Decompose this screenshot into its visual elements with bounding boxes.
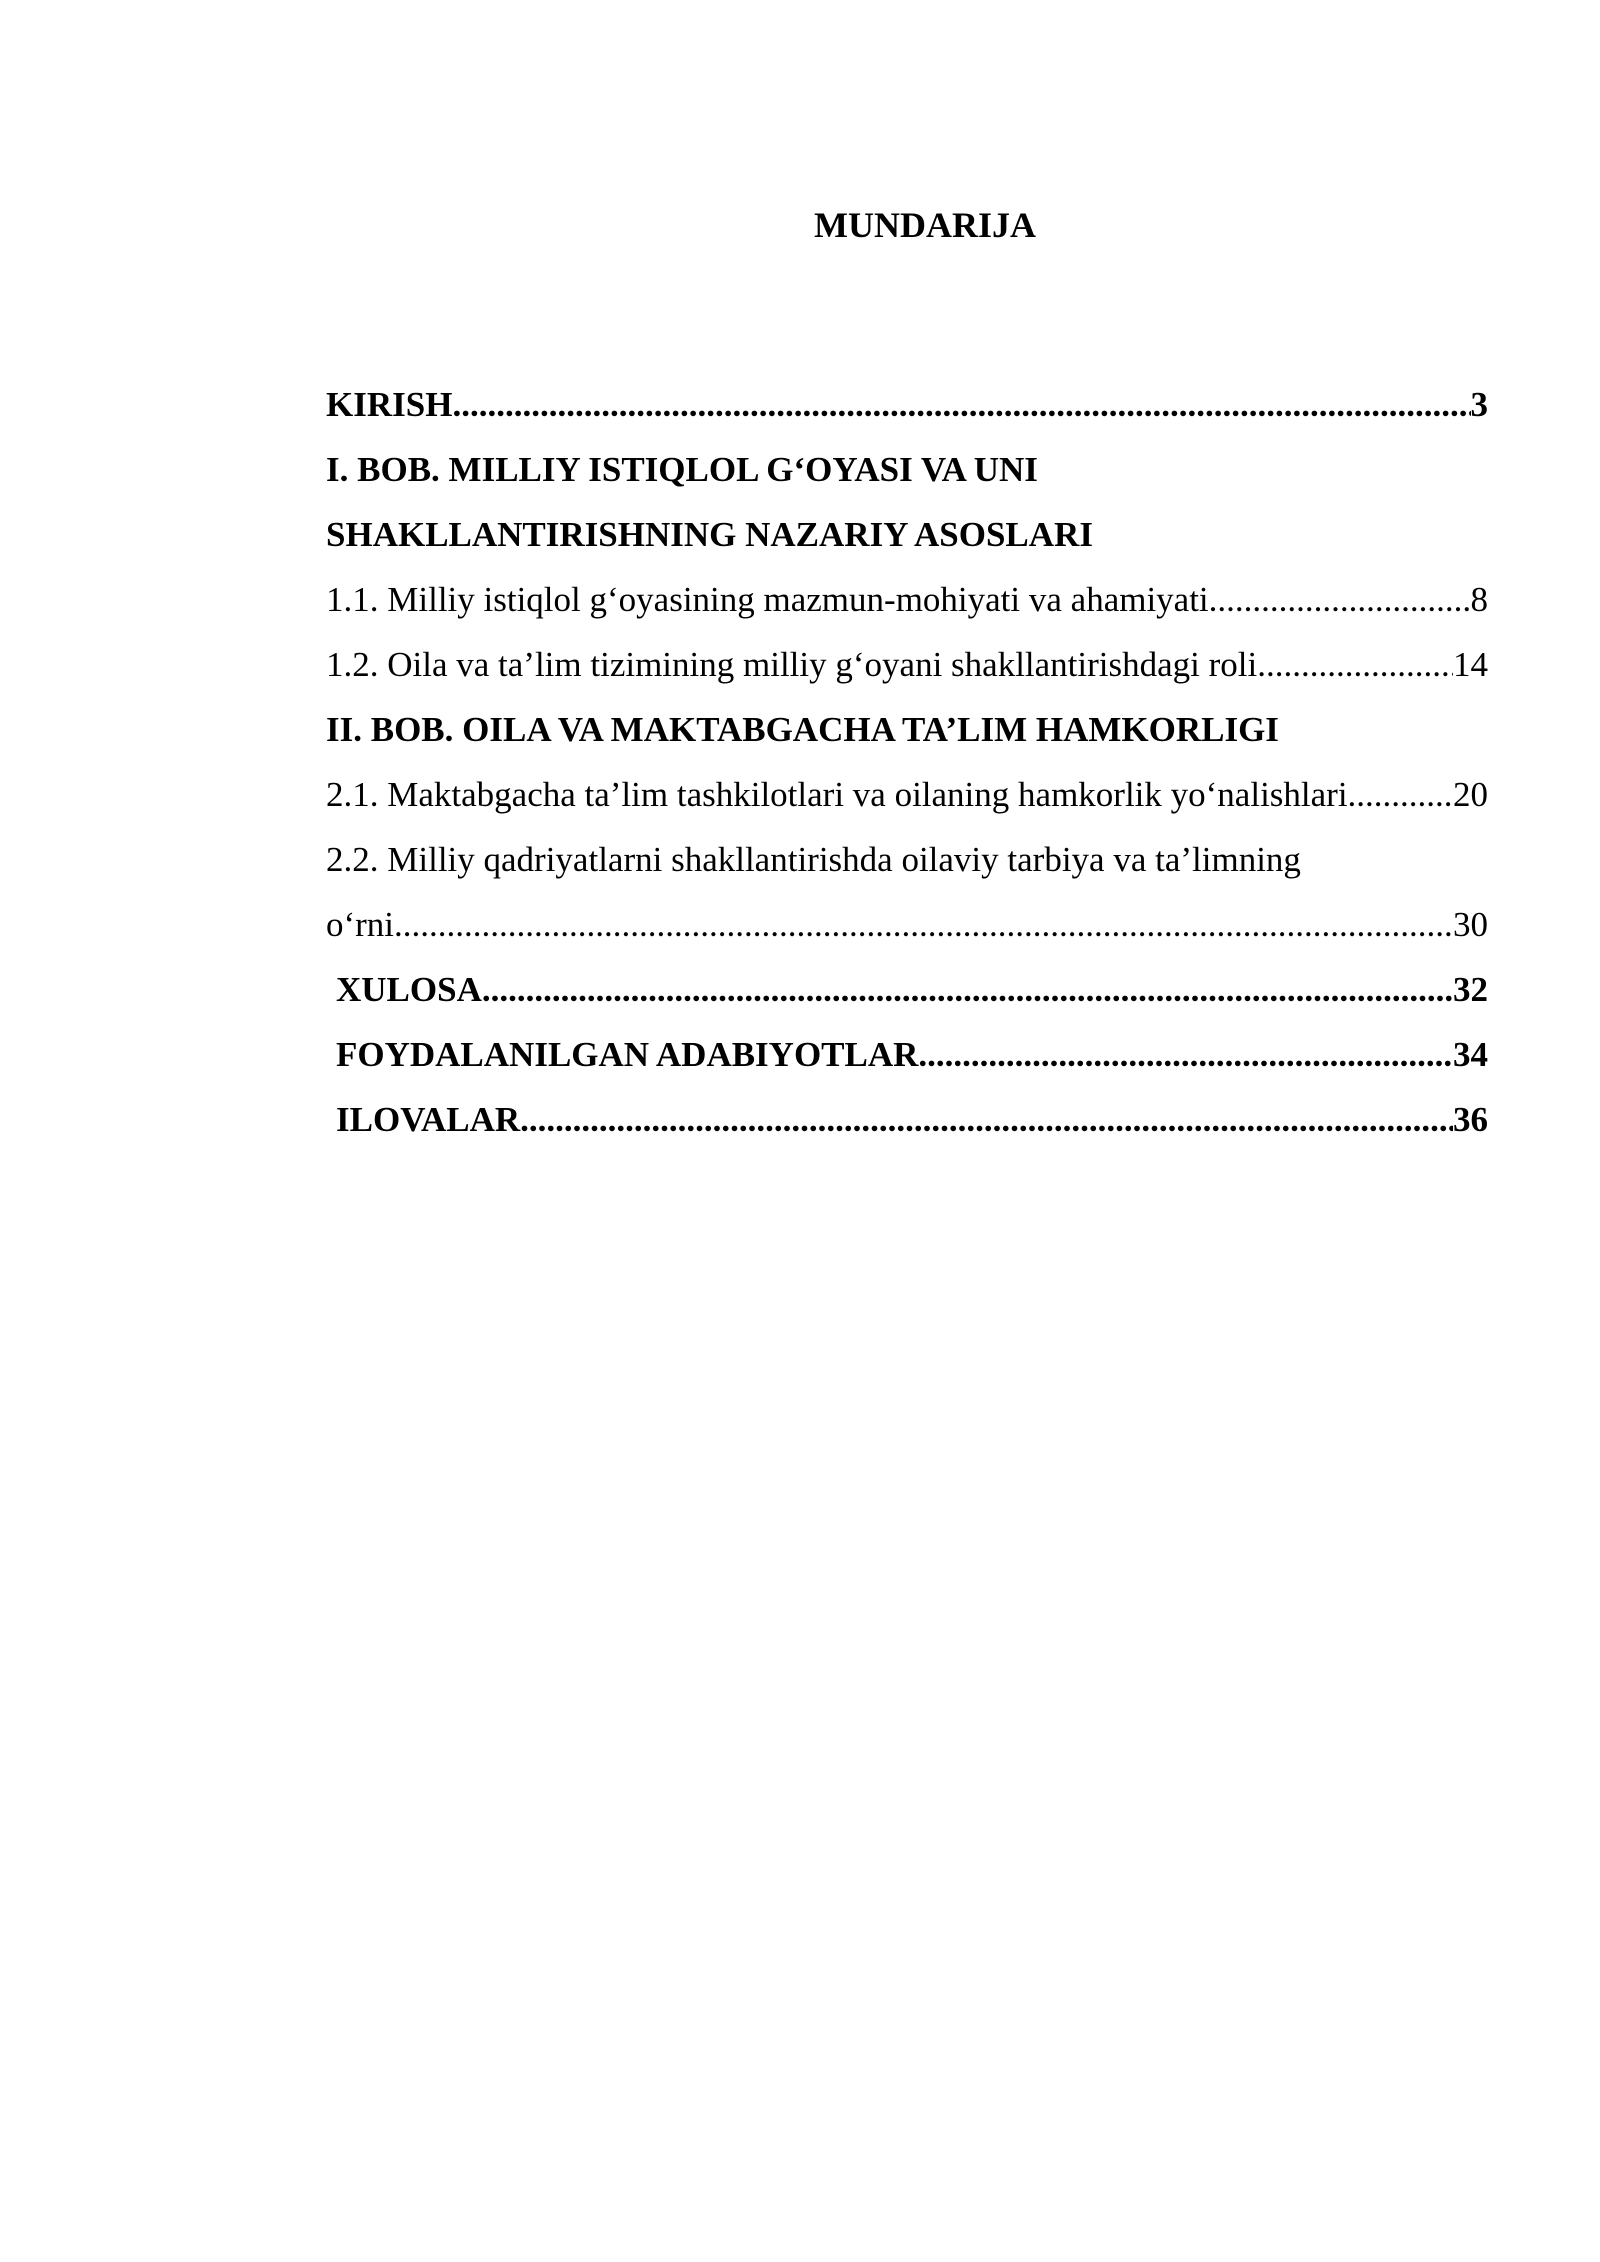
page-title: MUNDARIJA — [814, 205, 1036, 245]
toc-entry — [326, 372, 1488, 437]
toc-dot-leader — [1257, 632, 1453, 697]
toc-page-number: 8 — [1470, 580, 1488, 619]
toc-entry — [326, 957, 1488, 1022]
toc-entry-text: 2.1. Maktabgacha ta’lim tashkilotlari va oilaning hamkorlik yo‘nalishlari — [326, 775, 1348, 814]
toc-page-number: 34 — [1453, 1035, 1488, 1074]
toc-entry-text: 2.2. Milliy qadriyatlarni shakllantirishda oilaviy tarbiya va ta’limning — [326, 840, 1301, 879]
toc-entry-text: o‘rni — [326, 905, 395, 944]
toc-page-number: 20 — [1453, 775, 1488, 814]
toc-entry-text: ILOVALAR — [336, 1100, 521, 1139]
toc-entry-text: II. BOB. OILA VA MAKTABGACHA TA’LIM HAMKORLIGI — [326, 710, 1279, 749]
toc-entry-text: 1.2. Oila va ta’lim tizimining milliy g‘oyani shakllantirishdagi roli — [326, 645, 1258, 684]
toc-page-number: 32 — [1453, 970, 1488, 1009]
toc-dot-leader — [394, 892, 1453, 957]
toc-entry — [326, 697, 1488, 762]
toc-entry-text: 1.1. Milliy istiqlol g‘oyasining mazmun-mohiyati va ahamiyati — [326, 580, 1209, 619]
toc-page-number: 36 — [1453, 1100, 1488, 1139]
toc-entry-text: FOYDALANILGAN ADABIYOTLAR — [336, 1035, 919, 1074]
toc-dot-leader — [1209, 567, 1471, 632]
table-of-contents — [326, 372, 1488, 1152]
toc-entry — [326, 632, 1488, 697]
toc-entry-text: XULOSA — [336, 970, 482, 1009]
toc-entry — [326, 762, 1488, 827]
toc-entry — [326, 567, 1488, 632]
toc-entry — [326, 827, 1488, 892]
toc-entry — [326, 1022, 1488, 1087]
toc-dot-leader — [520, 1087, 1453, 1152]
toc-entry-text: SHAKLLANTIRISHNING NAZARIY ASOSLARI — [326, 515, 1093, 554]
toc-page-number: 14 — [1453, 645, 1488, 684]
toc-entry — [326, 502, 1488, 567]
toc-entry-text: KIRISH — [326, 385, 453, 424]
toc-dot-leader — [452, 372, 1470, 437]
toc-entry-text: I. BOB. MILLIY ISTIQLOL G‘OYASI VA UNI — [326, 450, 1038, 489]
toc-entry — [326, 892, 1488, 957]
toc-page-number: 30 — [1453, 905, 1488, 944]
toc-dot-leader — [482, 957, 1453, 1022]
toc-dot-leader — [918, 1022, 1453, 1087]
toc-page-number: 3 — [1470, 385, 1488, 424]
toc-dot-leader — [1348, 762, 1453, 827]
toc-entry — [326, 437, 1488, 502]
toc-entry — [326, 1087, 1488, 1152]
